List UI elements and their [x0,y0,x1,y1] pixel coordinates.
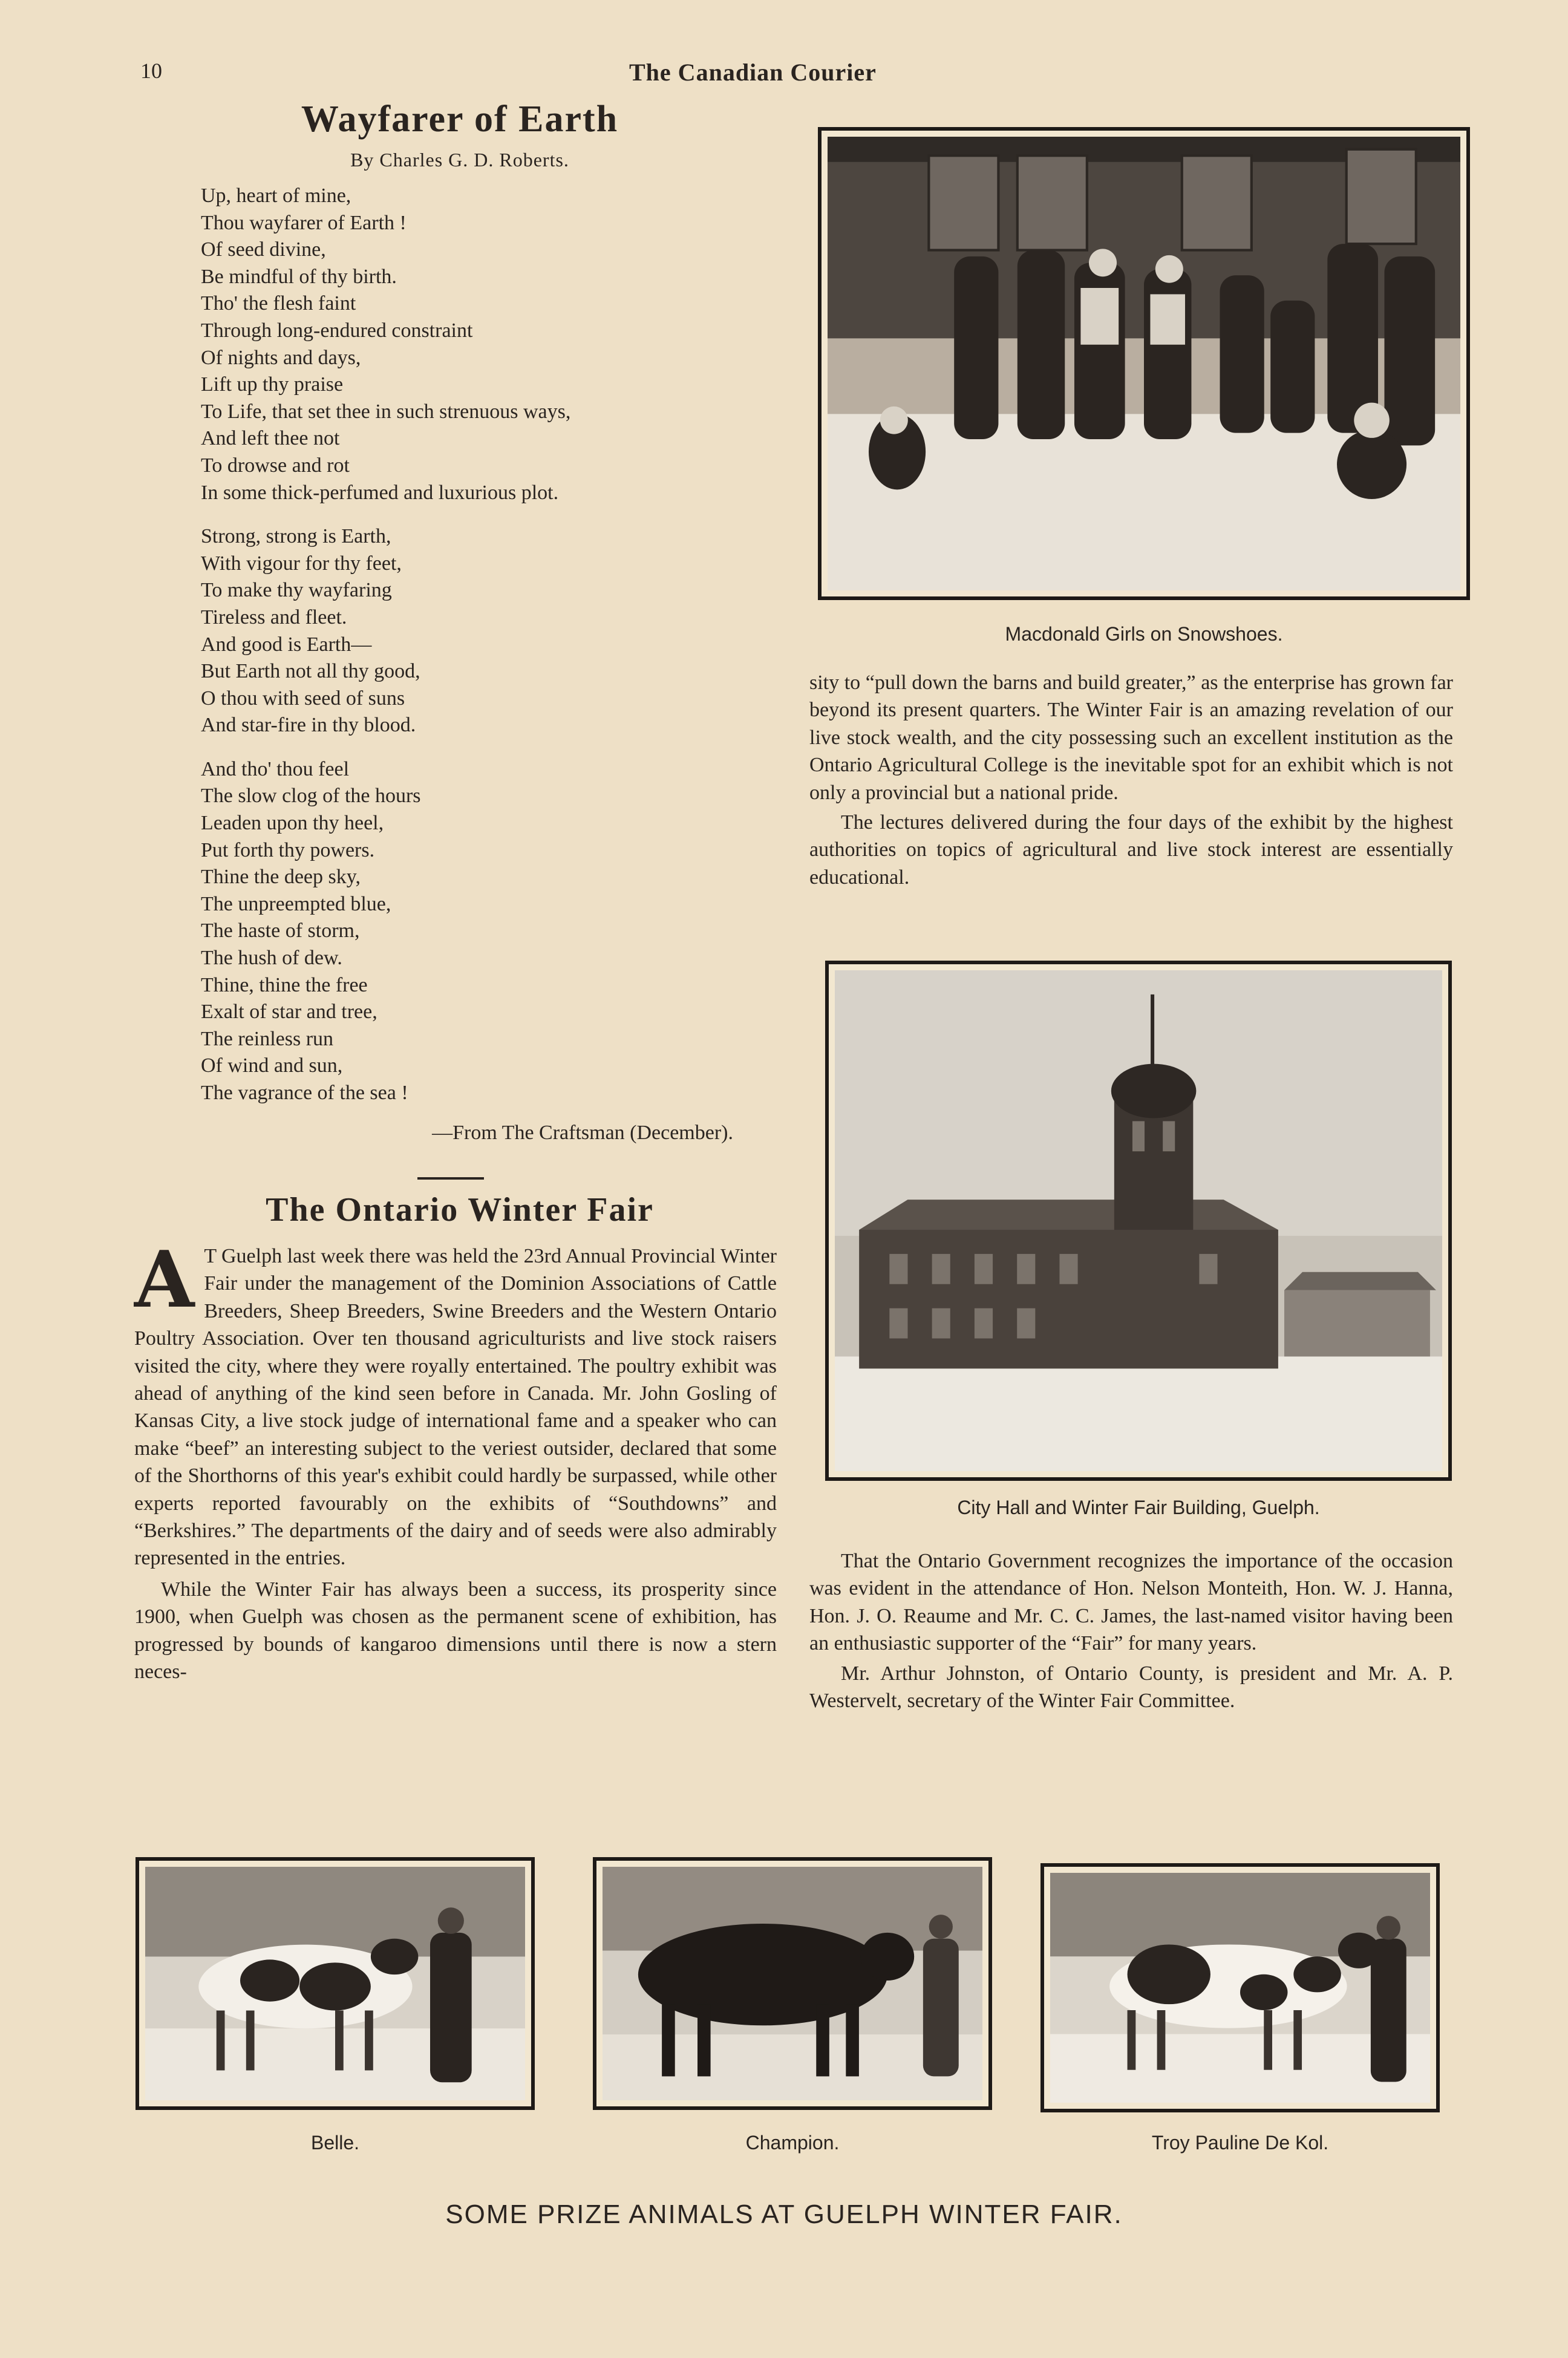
poem-attribution: —From The Craftsman (December). [432,1122,733,1144]
poem-line: Leaden upon thy heel, [201,812,384,835]
poem-body [201,183,769,1124]
snowshoes-caption: Macdonald Girls on Snowshoes. [1005,623,1283,645]
poem-line: O thou with seed of suns [201,687,405,710]
article-body-col1 [134,1235,777,1690]
poem-line: Thou wayfarer of Earth ! [201,211,407,234]
article-paragraph: The lectures delivered during the four days of the exhibit by the highest authorities on topics of agricultural and live stock interest are essentially educational. [809,811,1453,889]
poem-line: Be mindful of thy birth. [201,265,397,288]
article-paragraph: That the Ontario Government recognizes the importance of the occasion was evident in the attendance of Hon. Nelson Monteith, Hon. W. J. Hanna, Hon. J. O. Reaume and Mr. C. C. James, the last-named visitor having been an enthusiastic supporter of the “Fair” for many years. [809,1550,1453,1655]
poem-line: The haste of storm, [201,919,360,942]
poem-line: To drowse and rot [201,454,350,477]
article-paragraph: Mr. Arthur Johnston, of Ontario County, is president and Mr. A. P. Westervelt, secretary of the Winter Fair Committee. [809,1662,1453,1713]
city-hall-photo [825,961,1452,1481]
poem-line: Thine, thine the free [201,973,368,996]
poem-title: Wayfarer of Earth [301,99,619,140]
section-divider [417,1177,484,1180]
poem-line: The slow clog of the hours [201,785,421,808]
poem-stanza [201,756,769,1107]
poem-line: And left thee not [201,427,340,450]
city-hall-caption: City Hall and Winter Fair Building, Guelph. [957,1497,1320,1518]
poem-line: And star-fire in thy blood. [201,714,416,737]
page-number: 10 [140,59,162,83]
poem-line: Up, heart of mine, [201,185,351,207]
prize-animals-caption: SOME PRIZE ANIMALS AT GUELPH WINTER FAIR. [445,2200,1123,2229]
animal-photo-belle [136,1857,535,2110]
article-title: The Ontario Winter Fair [266,1191,654,1229]
poem-line: Lift up thy praise [201,373,344,396]
poem-line: The unpreempted blue, [201,892,391,915]
poem-line: And tho' thou feel [201,757,350,780]
drop-cap: A [134,1235,195,1325]
poem-line: Of wind and sun, [201,1054,343,1077]
poem-stanza [201,523,769,739]
poem-line: Through long-endured constraint [201,319,473,342]
poem-line: With vigour for thy feet, [201,552,402,575]
poem-line: To Life, that set thee in such strenuous ways, [201,400,571,423]
article-paragraph [134,1235,777,1572]
paragraph-text: T Guelph last week there was held the 23rd Annual Provincial Winter Fair under the management of the Dominion Associations of Cattle Breeders, Sheep Breeders, Swine Breeders and the Western Ontario Poultry Association. Over ten thousand agriculturists and live stock raisers visited the city, where they were royally entertained. The poultry exhibit was ahead of anything of the kind seen before in Canada. Mr. John Gosling of Kansas City, a live stock judge of international fame and a speaker who can make “beef” an interesting subject to the veriest outsider, declared that some of the Shorthorns of this year's exhibit could hardly be surpassed, while other experts reported favourably on the exhibits of “Southdowns” and “Berkshires.” The departments of the dairy and of seeds were also admirably represented in the entries. [134,1245,777,1570]
poem-line: But Earth not all thy good, [201,660,420,683]
poem-stanza [201,183,769,506]
belle-photo-image [145,1867,525,2100]
poem-line: To make thy wayfaring [201,579,392,602]
poem-line: Tho' the flesh faint [201,292,356,315]
running-header: The Canadian Courier [629,59,877,86]
poem-line: Of nights and days, [201,346,361,369]
poem-line: Put forth thy powers. [201,838,375,861]
poem-line: The hush of dew. [201,947,342,970]
article-paragraph: sity to “pull down the barns and build greater,” as the enterprise has grown far beyond its present quarters. The Winter Fair is an amazing revelation of our live stock wealth, and the city possessing such an excellent institution as the Ontario Agricultural College is the inevitable spot for an exhibit which is not only a provincial but a national pride. [809,671,1453,804]
city-hall-photo-image [835,970,1442,1471]
troy-pauline-photo-image [1050,1873,1430,2103]
poem-line: The vagrance of the sea ! [201,1082,408,1104]
snowshoes-photo-image [828,137,1460,590]
animal-caption-troy-pauline: Troy Pauline De Kol. [1151,2132,1329,2154]
animal-caption-belle: Belle. [310,2132,360,2154]
poem-line: Tireless and fleet. [201,606,347,629]
poem-byline: By Charles G. D. Roberts. [350,149,569,171]
snowshoes-photo [818,127,1470,600]
article-paragraph: While the Winter Fair has always been a success, its prosperity since 1900, when Guelph was chosen as the permanent scene of exhibition, has progressed by bounds of kangaroo dimensions until there is now a stern neces- [134,1578,777,1684]
poem-line: Exalt of star and tree, [201,1001,377,1024]
animal-photo-troy-pauline [1040,1863,1440,2112]
article-body-col2-top [809,669,1453,893]
poem-line: Strong, strong is Earth, [201,525,391,548]
champion-photo-image [603,1867,982,2100]
poem-line: And good is Earth— [201,633,372,656]
poem-line: The reinless run [201,1027,334,1050]
article-body-col2-bottom [809,1547,1453,1717]
poem-line: In some thick-perfumed and luxurious plot. [201,481,559,504]
animal-photo-champion [593,1857,992,2110]
poem-line: Of seed divine, [201,238,326,261]
animal-caption-champion: Champion. [745,2132,840,2154]
poem-line: Thine the deep sky, [201,866,361,889]
